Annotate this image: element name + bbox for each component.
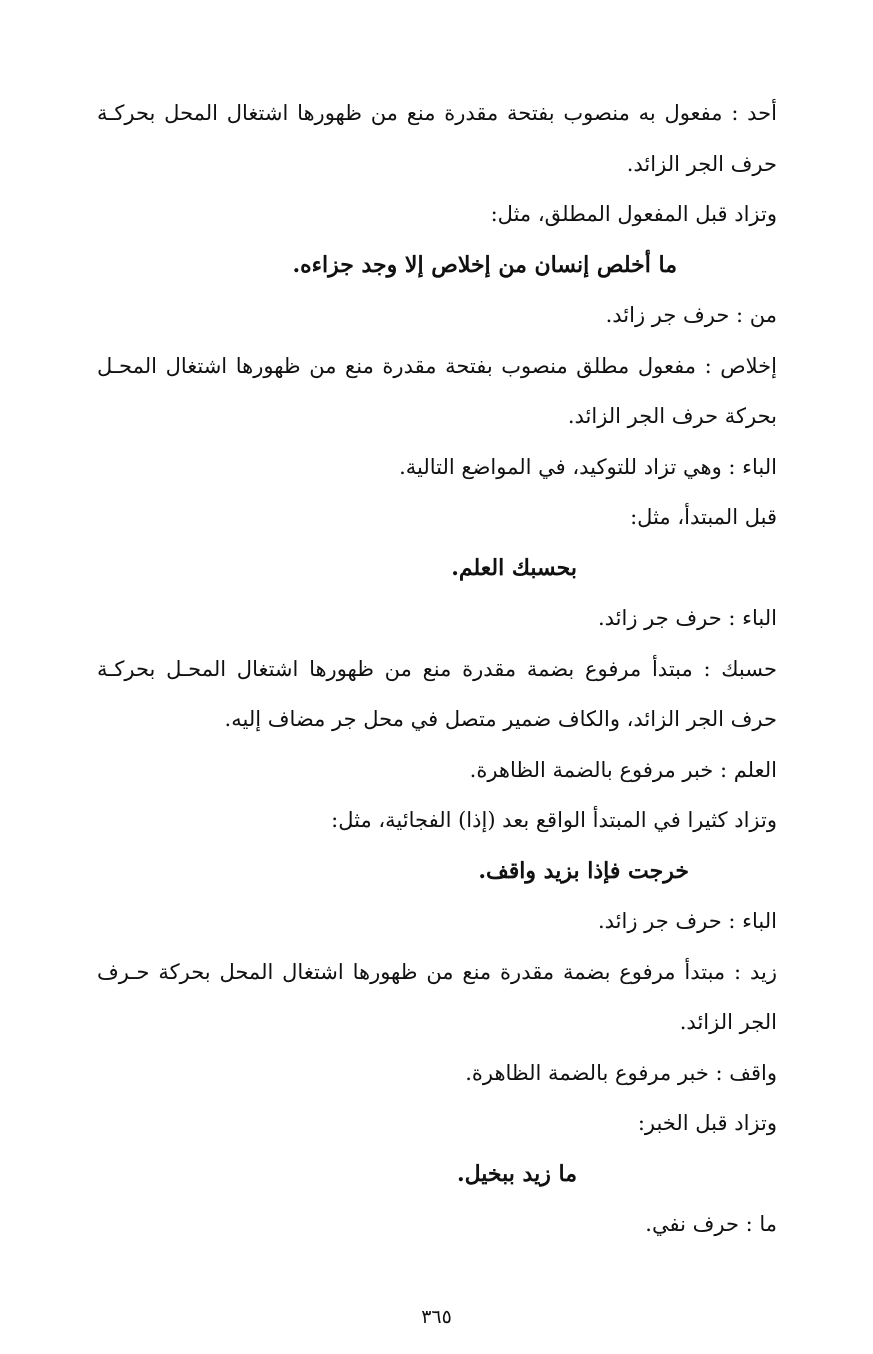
text-line: إخلاص : مفعول مطلق منصوب بفتحة مقدرة منع من ظهورها اشتغال المحـل [97, 353, 777, 378]
example-sentence: خرجت فإذا بزيد واقف. [478, 857, 689, 884]
example-sentence: بحسبك العلم. [451, 554, 577, 581]
text-line: حسبك : مبتدأ مرفوع بضمة مقدرة منع من ظهورها اشتغال المحـل بحركـة [97, 656, 777, 681]
text-line: الباء : حرف جر زائد. [597, 909, 777, 933]
text-line: وتزاد كثيرا في المبتدأ الواقع بعد (إذا) الفجائية، مثل: [331, 808, 777, 832]
text-line: الجر الزائد. [679, 1010, 777, 1034]
text-line: حرف الجر الزائد، والكاف ضمير متصل في محل جر مضاف إليه. [224, 707, 777, 731]
text-line: العلم : خبر مرفوع بالضمة الظاهرة. [469, 757, 777, 782]
text-line: بحركة حرف الجر الزائد. [567, 404, 777, 428]
text-line: الباء : وهي تزاد للتوكيد، في المواضع التالية. [399, 454, 777, 479]
text-line: زيد : مبتدأ مرفوع بضمة مقدرة منع من ظهورها اشتغال المحل بحركة حـرف [97, 959, 777, 984]
text-line: وتزاد قبل المفعول المطلق، مثل: [490, 202, 777, 226]
text-line: من : حرف جر زائد. [605, 303, 777, 327]
text-line: حرف الجر الزائد. [626, 151, 777, 176]
text-line: واقف : خبر مرفوع بالضمة الظاهرة. [465, 1060, 777, 1085]
text-line: قبل المبتدأ، مثل: [630, 505, 777, 529]
text-line: أحد : مفعول به منصوب بفتحة مقدرة منع من ظهورها اشتغال المحل بحركـة [97, 101, 777, 125]
text-line: ما : حرف نفي. [645, 1212, 777, 1236]
page-body [97, 88, 777, 1250]
example-sentence: ما أخلص إنسان من إخلاص إلا وجد جزاءه. [292, 251, 677, 278]
text-line: وتزاد قبل الخبر: [637, 1111, 777, 1135]
text-line: الباء : حرف جر زائد. [597, 606, 777, 630]
page-number: ٣٦٥ [421, 1306, 452, 1328]
example-sentence: ما زيد ببخيل. [456, 1160, 577, 1187]
